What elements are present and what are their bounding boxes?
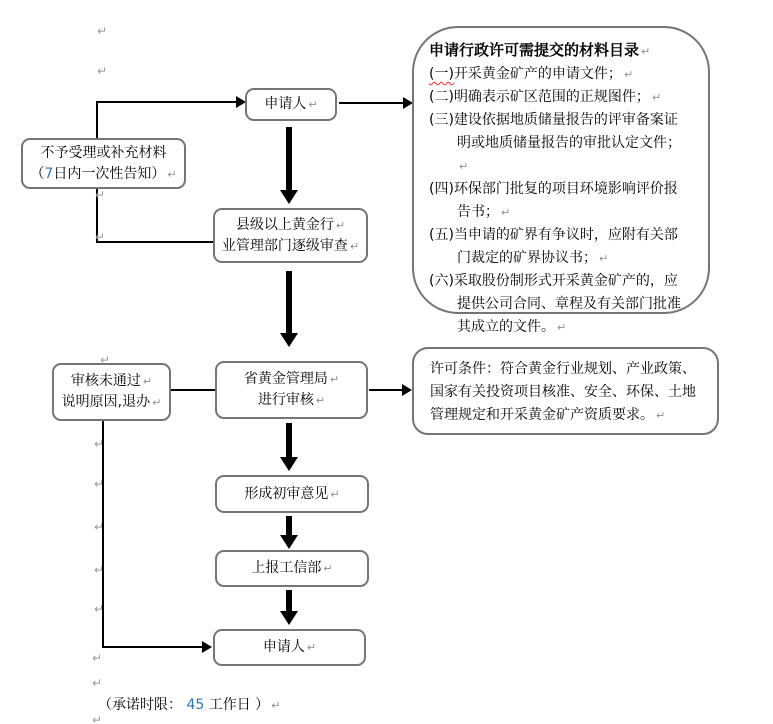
return-mark-icon: ↵: [152, 396, 162, 409]
return-mark-icon: ↵: [94, 477, 105, 491]
return-mark-icon: ↵: [97, 24, 108, 38]
node-fail-line1: 审核未通过 ↵: [70, 373, 153, 389]
arrow-applicant-to-county-head-icon: [280, 190, 298, 204]
return-mark-icon: ↵: [599, 252, 609, 265]
node-province-line1: 省黄金管理局 ↵: [243, 371, 340, 387]
return-mark-icon: ↵: [94, 520, 105, 534]
return-mark-icon: ↵: [349, 239, 360, 253]
return-mark-icon: ↵: [656, 409, 666, 422]
promise-time-note: （承诺时限： 45 工作日 ） ↵: [98, 697, 281, 713]
return-mark-icon: ↵: [167, 167, 177, 181]
arrow-report-to-applicant-head-icon: [280, 611, 298, 625]
node-report-ministry: [215, 550, 369, 587]
return-mark-icon: ↵: [92, 713, 103, 724]
line-to-county-box: [96, 241, 215, 243]
node-applicant-bottom-label: 申请人 ↵: [262, 639, 317, 655]
return-mark-icon: ↵: [142, 375, 153, 388]
return-mark-icon: ↵: [323, 562, 333, 575]
materials-item-6: (六)采取股份制形式开采黄金矿产的，应提供公司合同、章程及有关部门批准其成立的文件。 ↵: [429, 273, 681, 335]
return-mark-icon: ↵: [94, 563, 105, 577]
return-mark-icon: ↵: [557, 321, 567, 334]
materials-item-4: (四)环保部门批复的项目环境影响评价报告书； ↵: [429, 181, 678, 220]
materials-item-1: (一)开采黄金矿产的申请文件； ↵: [429, 66, 634, 82]
return-mark-icon: ↵: [329, 373, 340, 386]
return-mark-icon: ↵: [92, 676, 103, 690]
materials-title: 申请行政许可需提交的材料目录 ↵: [429, 41, 651, 59]
return-mark-icon: ↵: [95, 230, 106, 244]
node-province-line2: 进行审核 ↵: [257, 392, 326, 408]
return-mark-icon: ↵: [95, 188, 106, 202]
return-mark-icon: ↵: [100, 353, 111, 367]
reject-days-number: 7: [44, 165, 54, 182]
materials-item-5: (五)当申请的矿界有争议时，应附有关部门裁定的矿界协议书； ↵: [429, 227, 678, 266]
line-fail-to-province: [171, 389, 217, 391]
node-county-review: [213, 208, 368, 263]
arrow-province-to-opinion-shaft: [286, 423, 292, 457]
line-to-applicant-bottom: [102, 646, 203, 648]
return-mark-icon: ↵: [271, 699, 281, 712]
line-left-to-applicant: [96, 101, 237, 103]
node-initial-opinion-label: 形成初审意见 ↵: [244, 485, 340, 502]
promise-days-number: 45: [186, 697, 205, 713]
return-mark-icon: ↵: [315, 394, 326, 407]
return-mark-icon: ↵: [335, 218, 346, 232]
materials-item-2: (二)明确表示矿区范围的正规图件； ↵: [429, 89, 662, 105]
license-conditions-box: [412, 347, 719, 435]
line-province-to-license: [369, 389, 403, 391]
return-mark-icon: ↵: [501, 206, 511, 219]
return-mark-icon: ↵: [306, 641, 317, 654]
return-mark-icon: ↵: [459, 160, 469, 173]
arrow-report-to-applicant-shaft: [286, 590, 292, 611]
node-county-line1: 县级以上黄金行 ↵: [235, 216, 346, 233]
return-mark-icon: ↵: [651, 91, 662, 104]
arrow-county-to-province-head-icon: [280, 333, 298, 347]
return-mark-icon: ↵: [94, 602, 105, 616]
node-applicant-top: [245, 88, 337, 121]
node-fail-line2: 说明原因,退办 ↵: [61, 394, 162, 410]
node-reject-notice: [21, 138, 186, 189]
arrow-opinion-to-report-shaft: [286, 516, 292, 535]
return-mark-icon: ↵: [97, 64, 108, 78]
line-applicant-to-materials: [339, 102, 405, 104]
node-county-line2: 业管理部门逐级审查 ↵: [221, 237, 360, 254]
materials-item-3: (三)建设依据地质储量报告的评审备案证明或地质储量报告的审批认定文件；↵: [429, 112, 681, 173]
license-conditions-text: 许可条件：符合黄金行业规划、产业政策、国家有关投资项目核准、安全、环保、土地管理规定和开采黄金矿产资质要求。 ↵: [430, 361, 696, 423]
materials-directory-box: [412, 26, 710, 335]
node-report-ministry-label: 上报工信部 ↵: [251, 560, 333, 576]
node-applicant-top-label: 申请人 ↵: [264, 96, 318, 112]
node-province-review: [215, 361, 368, 419]
node-applicant-bottom: [213, 629, 366, 666]
node-initial-opinion: [215, 475, 369, 513]
arrowhead-into-applicant-bottom-icon: [202, 641, 212, 653]
return-mark-icon: ↵: [641, 45, 651, 58]
arrowhead-into-license-icon: [402, 384, 412, 396]
node-reject-line2: （7日内一次性告知） ↵: [30, 165, 177, 182]
node-reject-line1: 不予受理或补充材料: [40, 144, 167, 161]
return-mark-icon: ↵: [623, 68, 634, 81]
node-review-fail: [52, 363, 171, 421]
return-mark-icon: ↵: [92, 651, 103, 665]
arrow-province-to-opinion-head-icon: [280, 457, 298, 471]
return-mark-icon: ↵: [330, 487, 340, 501]
arrow-opinion-to-report-head-icon: [280, 535, 298, 549]
arrow-county-to-province-shaft: [286, 271, 292, 333]
arrow-applicant-to-county-shaft: [286, 127, 292, 190]
line-vertical-upper-left: [96, 101, 98, 139]
return-mark-icon: ↵: [94, 437, 105, 451]
return-mark-icon: ↵: [308, 98, 318, 111]
